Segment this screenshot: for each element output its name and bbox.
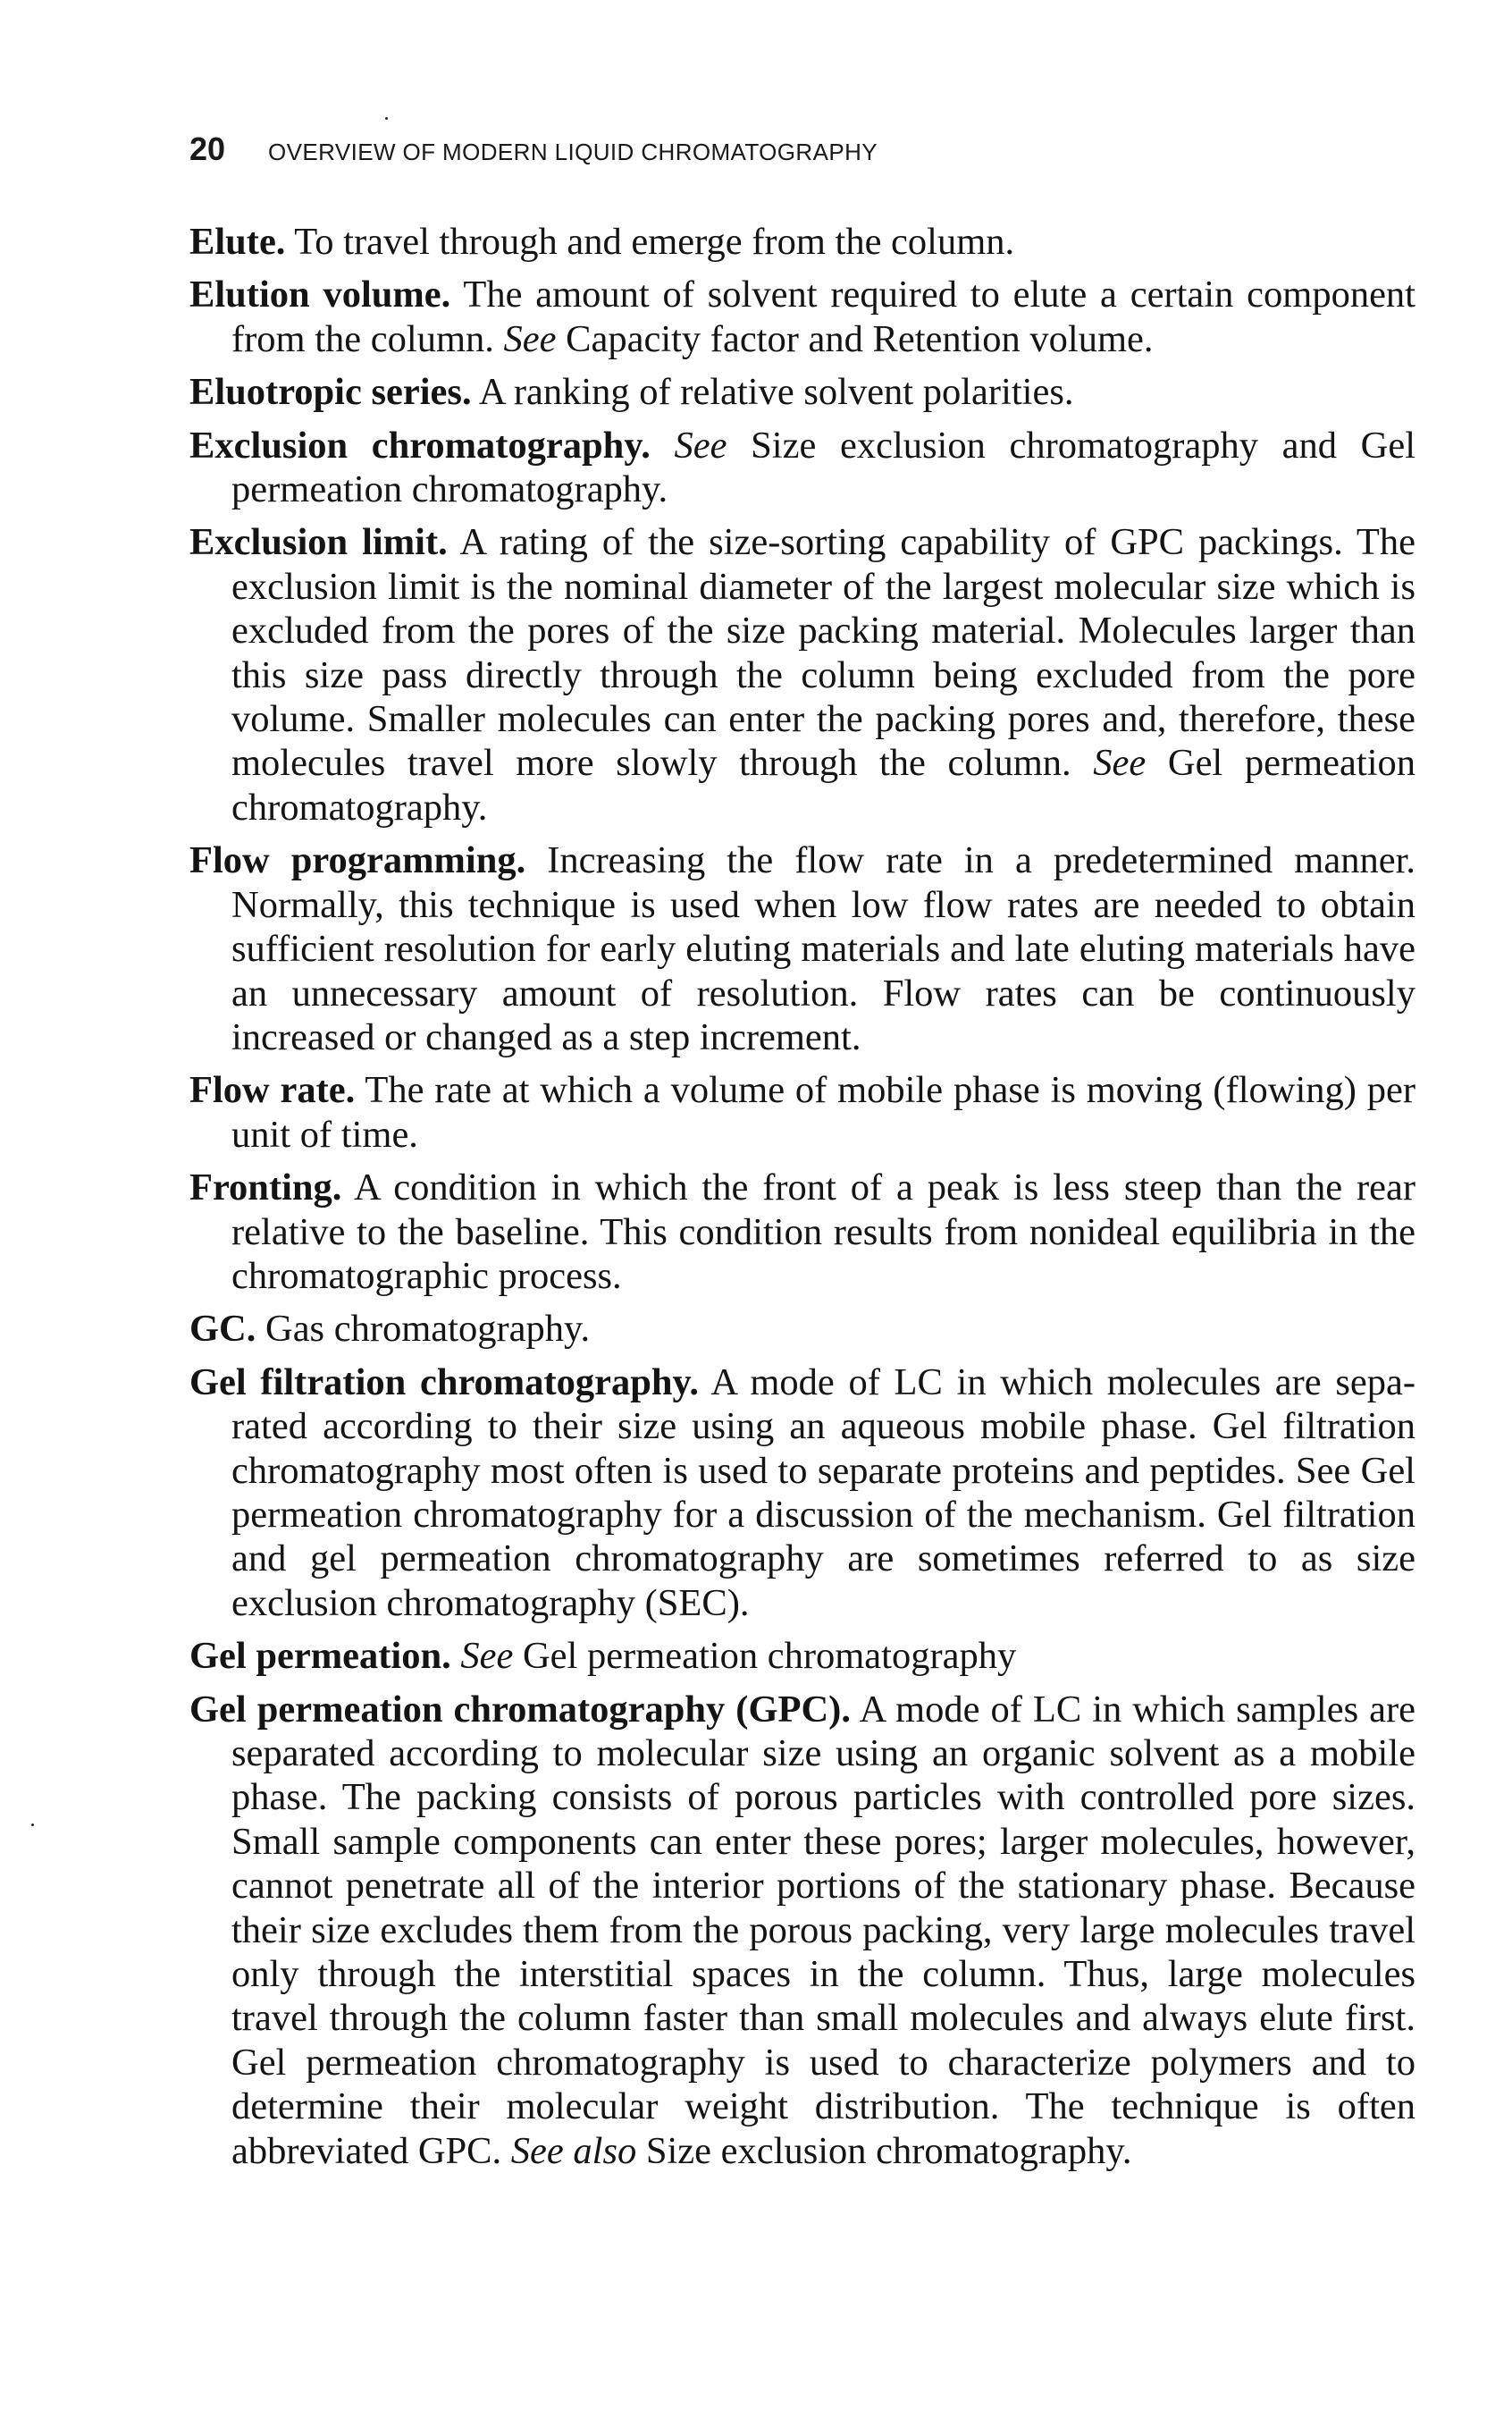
- glossary-definition: To travel through and emerge from the column.: [294, 221, 1015, 263]
- glossary-definition: Increasing the flow rate in a predetermined manner. Normally, this technique is used when low flow rates are needed to obtain sufficient resolution for early eluting materials and late eluting materials have an unnecessary amount of resolution. Flow rates can be continuously increased or changed as a step increment.: [231, 839, 1416, 1058]
- glossary-entry-exclusion-chromatography: [189, 424, 1415, 512]
- glossary-entry-flow-programming: [189, 838, 1415, 1059]
- glossary-definition: A ranking of relative solvent polarities.: [478, 371, 1074, 414]
- chapter-title: OVERVIEW OF MODERN LIQUID CHROMATOGRAPHY: [268, 139, 878, 165]
- glossary-definition: A mode of LC in which molecules are separated according to their size using an aqueous mobile phase. Gel filtration chromatography most often is used to separate proteins and peptides. See Gel permeation chromatography for a discussion of the mechanism. Gel filtration and gel permeation chromatography are sometimes referred to as size exclusion chromatography (SEC).: [231, 1360, 1415, 1624]
- cross-reference-target: Size exclusion chromatography.: [645, 2129, 1132, 2172]
- glossary-entry-gc: [189, 1307, 1415, 1351]
- glossary-list: [189, 220, 1415, 2182]
- glossary-definition: The amount of solvent required to elute a certain component from the column.: [231, 274, 1415, 360]
- glossary-term: Elute.: [189, 221, 286, 263]
- cross-reference-label: See: [503, 317, 557, 360]
- glossary-entry-fronting: [189, 1166, 1415, 1298]
- cross-reference-target: Gel permeation chromatography: [522, 1635, 1017, 1678]
- glossary-entry-flow-rate: [189, 1068, 1415, 1157]
- page-number: 20: [189, 131, 226, 167]
- running-head: [189, 131, 878, 168]
- glossary-definition: A mode of LC in which samples are separated according to molecular size using an organic solvent as a mobile phase. The packing consists of porous particles with controlled pore sizes. Small sample components can enter these pores; larger molecules, however, cannot penetrate all of the interior portions of the stationary phase. Because their size excludes them from the porous packing, very large molecules travel only through the interstitial spaces in the column. Thus, large molecules travel through the column faster than small molecules and always elute first. Gel permeation chromatography is used to characterize polymers and to determine their molecular weight distribution. The technique is often abbreviated GPC.: [231, 1688, 1416, 2172]
- glossary-definition: The rate at which a volume of mobile phase is moving (flowing) per unit of time.: [231, 1069, 1416, 1156]
- glossary-term: Elution volume.: [189, 274, 451, 316]
- print-speck: [31, 1823, 34, 1826]
- cross-reference-target: Size exclusion chromatography and Gel permeation chromatography.: [231, 424, 1416, 511]
- glossary-definition: A rating of the size-sorting capability of GPC packings. The exclusion limit is the nominal diameter of the largest molecular size which is excluded from the pores of the size packing material. Molecules larger than this size pass directly through the column being excluded from the pore volume. Smaller molecules can enter the packing pores and, therefore, these molecules travel more slowly through the column.: [231, 521, 1416, 785]
- glossary-term: Gel permeation.: [189, 1635, 451, 1678]
- glossary-term: Fronting.: [189, 1166, 342, 1209]
- glossary-entry-exclusion-limit: [189, 520, 1415, 830]
- cross-reference-label: See also: [510, 2129, 637, 2172]
- glossary-term: Gel filtration chromatography.: [189, 1360, 700, 1403]
- glossary-term: Flow programming.: [189, 839, 526, 882]
- cross-reference-label: See: [674, 424, 727, 467]
- print-speck: [385, 117, 388, 120]
- glossary-entry-gel-permeation-chromatography: [189, 1688, 1415, 2173]
- cross-reference-target: Gel permeation chromatography.: [231, 742, 1416, 829]
- glossary-term: Flow rate.: [189, 1069, 356, 1112]
- glossary-term: Exclusion chromatography.: [189, 424, 651, 467]
- glossary-term: GC.: [189, 1308, 256, 1351]
- glossary-entry-elution-volume: [189, 273, 1415, 361]
- glossary-term: Eluotropic series.: [189, 371, 472, 414]
- cross-reference-label: See: [460, 1635, 514, 1678]
- glossary-definition: A condition in which the front of a peak is less steep than the rear relative to the baseline. This condition results from nonideal equilibria in the chromatographic process.: [231, 1166, 1415, 1297]
- glossary-entry-gel-filtration-chromatography: [189, 1360, 1415, 1625]
- glossary-definition: Gas chromatography.: [265, 1308, 591, 1351]
- glossary-entry-eluotropic-series: [189, 370, 1415, 414]
- glossary-entry-elute: [189, 220, 1415, 264]
- glossary-term: Exclusion limit.: [189, 521, 448, 564]
- cross-reference-target: Capacity factor and Retention volume.: [566, 317, 1154, 360]
- cross-reference-label: See: [1093, 742, 1147, 785]
- glossary-term: Gel permeation chromatography (GPC).: [189, 1688, 851, 1731]
- glossary-entry-gel-permeation: [189, 1634, 1415, 1678]
